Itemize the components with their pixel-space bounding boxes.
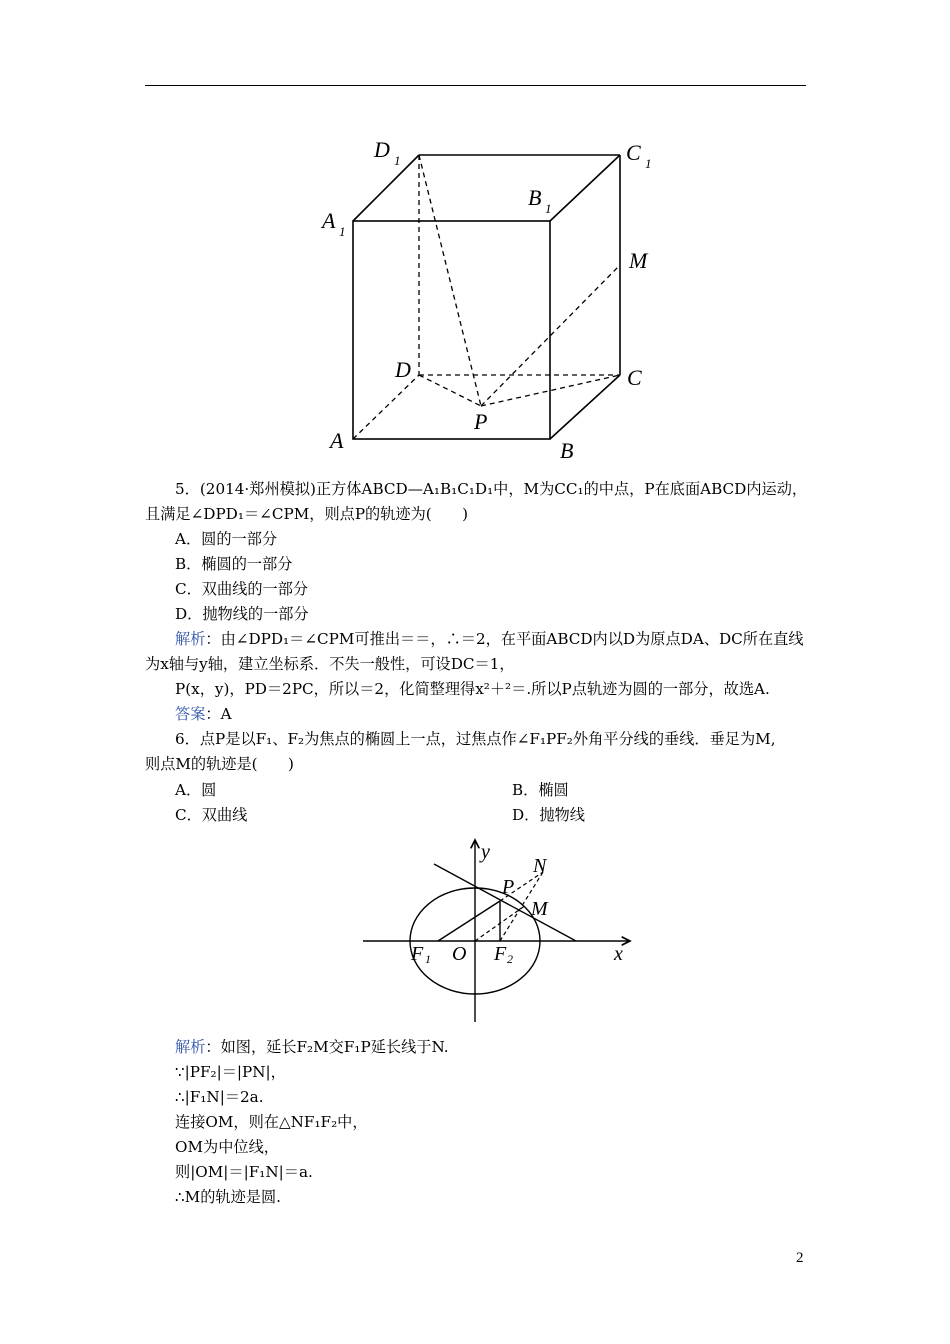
- label-N: N: [533, 855, 547, 877]
- q6-option-b: B．椭圆: [512, 781, 569, 799]
- segment-F1P: [438, 901, 500, 941]
- segment-D1P: [419, 155, 481, 406]
- q5-option-a: A．圆的一部分: [175, 530, 278, 548]
- q5-analysis-label: 解析: [175, 630, 206, 648]
- q6-analysis-line4: 连接OM，则在△NF₁F₂中，: [175, 1113, 368, 1131]
- header-rule: [145, 85, 806, 86]
- cube-front-face: [353, 221, 550, 439]
- q5-analysis-line2: 为x轴与y轴，建立坐标系．不失一般性，可设DC＝1，: [145, 655, 515, 673]
- label-F1-sub: 1: [425, 952, 431, 966]
- q6-analysis-line7: ∴M的轨迹是圆.: [175, 1188, 281, 1206]
- q6-analysis-line2: ∵|PF₂|＝|PN|，: [175, 1063, 286, 1081]
- q6-stem-line1: 6．点P是以F₁、F₂为焦点的椭圆上一点，过焦点作∠F₁PF₂外角平分线的垂线．垂足为M,: [175, 730, 776, 748]
- q6-analysis-text1: ：如图，延长F₂M交F₁P延长线于N.: [205, 1038, 449, 1056]
- q6-stem-line2: 则点M的轨迹是( ): [145, 755, 294, 773]
- q5-option-b: B．椭圆的一部分: [175, 555, 293, 573]
- label-C1: C: [626, 140, 641, 165]
- q6-analysis-label: 解析: [175, 1038, 206, 1056]
- page-number: 2: [796, 1250, 804, 1266]
- q6-analysis-line5: OM为中位线，: [175, 1138, 279, 1156]
- label-O: O: [452, 943, 467, 965]
- q6-option-d: D．抛物线: [512, 806, 585, 824]
- q5-option-d: D．抛物线的一部分: [175, 605, 309, 623]
- label-C: C: [627, 365, 642, 390]
- cube-figure: [320, 130, 660, 470]
- label-P: P: [474, 409, 488, 434]
- label-A: A: [330, 428, 344, 453]
- label-F1: F: [411, 943, 424, 965]
- edge-AD-hidden: [353, 375, 419, 439]
- label-D1-sub: 1: [394, 153, 401, 168]
- label-F2: F: [494, 943, 507, 965]
- label-A1: A: [322, 208, 336, 233]
- edge-BC: [550, 375, 620, 439]
- ellipse-figure: [360, 835, 640, 1027]
- label-B1: B: [528, 185, 542, 210]
- label-M: M: [531, 898, 548, 920]
- q6-analysis-line3: ∴|F₁N|＝2a.: [175, 1088, 264, 1106]
- label-D: D: [395, 357, 411, 382]
- edge-A1D1: [353, 155, 419, 221]
- edge-B1C1: [550, 155, 620, 221]
- label-P: P: [502, 876, 515, 898]
- label-B: B: [560, 438, 574, 463]
- q6-option-c: C．双曲线: [175, 806, 248, 824]
- label-C1-sub: 1: [645, 156, 652, 171]
- label-A1-sub: 1: [339, 224, 346, 239]
- q5-answer-value: ：A: [205, 705, 232, 723]
- q5-stem-line2: 且满足∠DPD₁＝∠CPM，则点P的轨迹为( ): [145, 505, 469, 523]
- label-y: y: [481, 841, 490, 863]
- label-F2-sub: 2: [507, 952, 513, 966]
- q5-analysis-text1: ：由∠DPD₁＝∠CPM可推出＝＝，∴＝2，在平面ABCD内以D为原点DA、DC所在直线: [205, 630, 804, 648]
- q5-analysis-line1: [175, 629, 804, 649]
- label-B1-sub: 1: [545, 201, 552, 216]
- q5-answer-line: [175, 704, 232, 724]
- q5-option-c: C．双曲线的一部分: [175, 580, 309, 598]
- q5-analysis-line3: P(x，y)，PD＝2PC，所以＝2，化简整理得x²＋²＝.所以P点轨迹为圆的一部分，故选A.: [175, 680, 770, 698]
- label-M: M: [629, 248, 648, 273]
- label-x: x: [614, 943, 623, 965]
- q6-option-a: A．圆: [175, 781, 217, 799]
- segment-DP: [419, 375, 481, 406]
- label-D1: D: [374, 137, 390, 162]
- q6-analysis-line6: 则|OM|＝|F₁N|＝a.: [175, 1163, 313, 1181]
- q5-stem-line1: 5．(2014·郑州模拟)正方体ABCD—A₁B₁C₁D₁中，M为CC₁的中点，P在底面ABCD内运动，: [175, 480, 808, 498]
- q5-answer-label: 答案: [175, 705, 206, 723]
- q6-analysis-line1: [175, 1037, 449, 1057]
